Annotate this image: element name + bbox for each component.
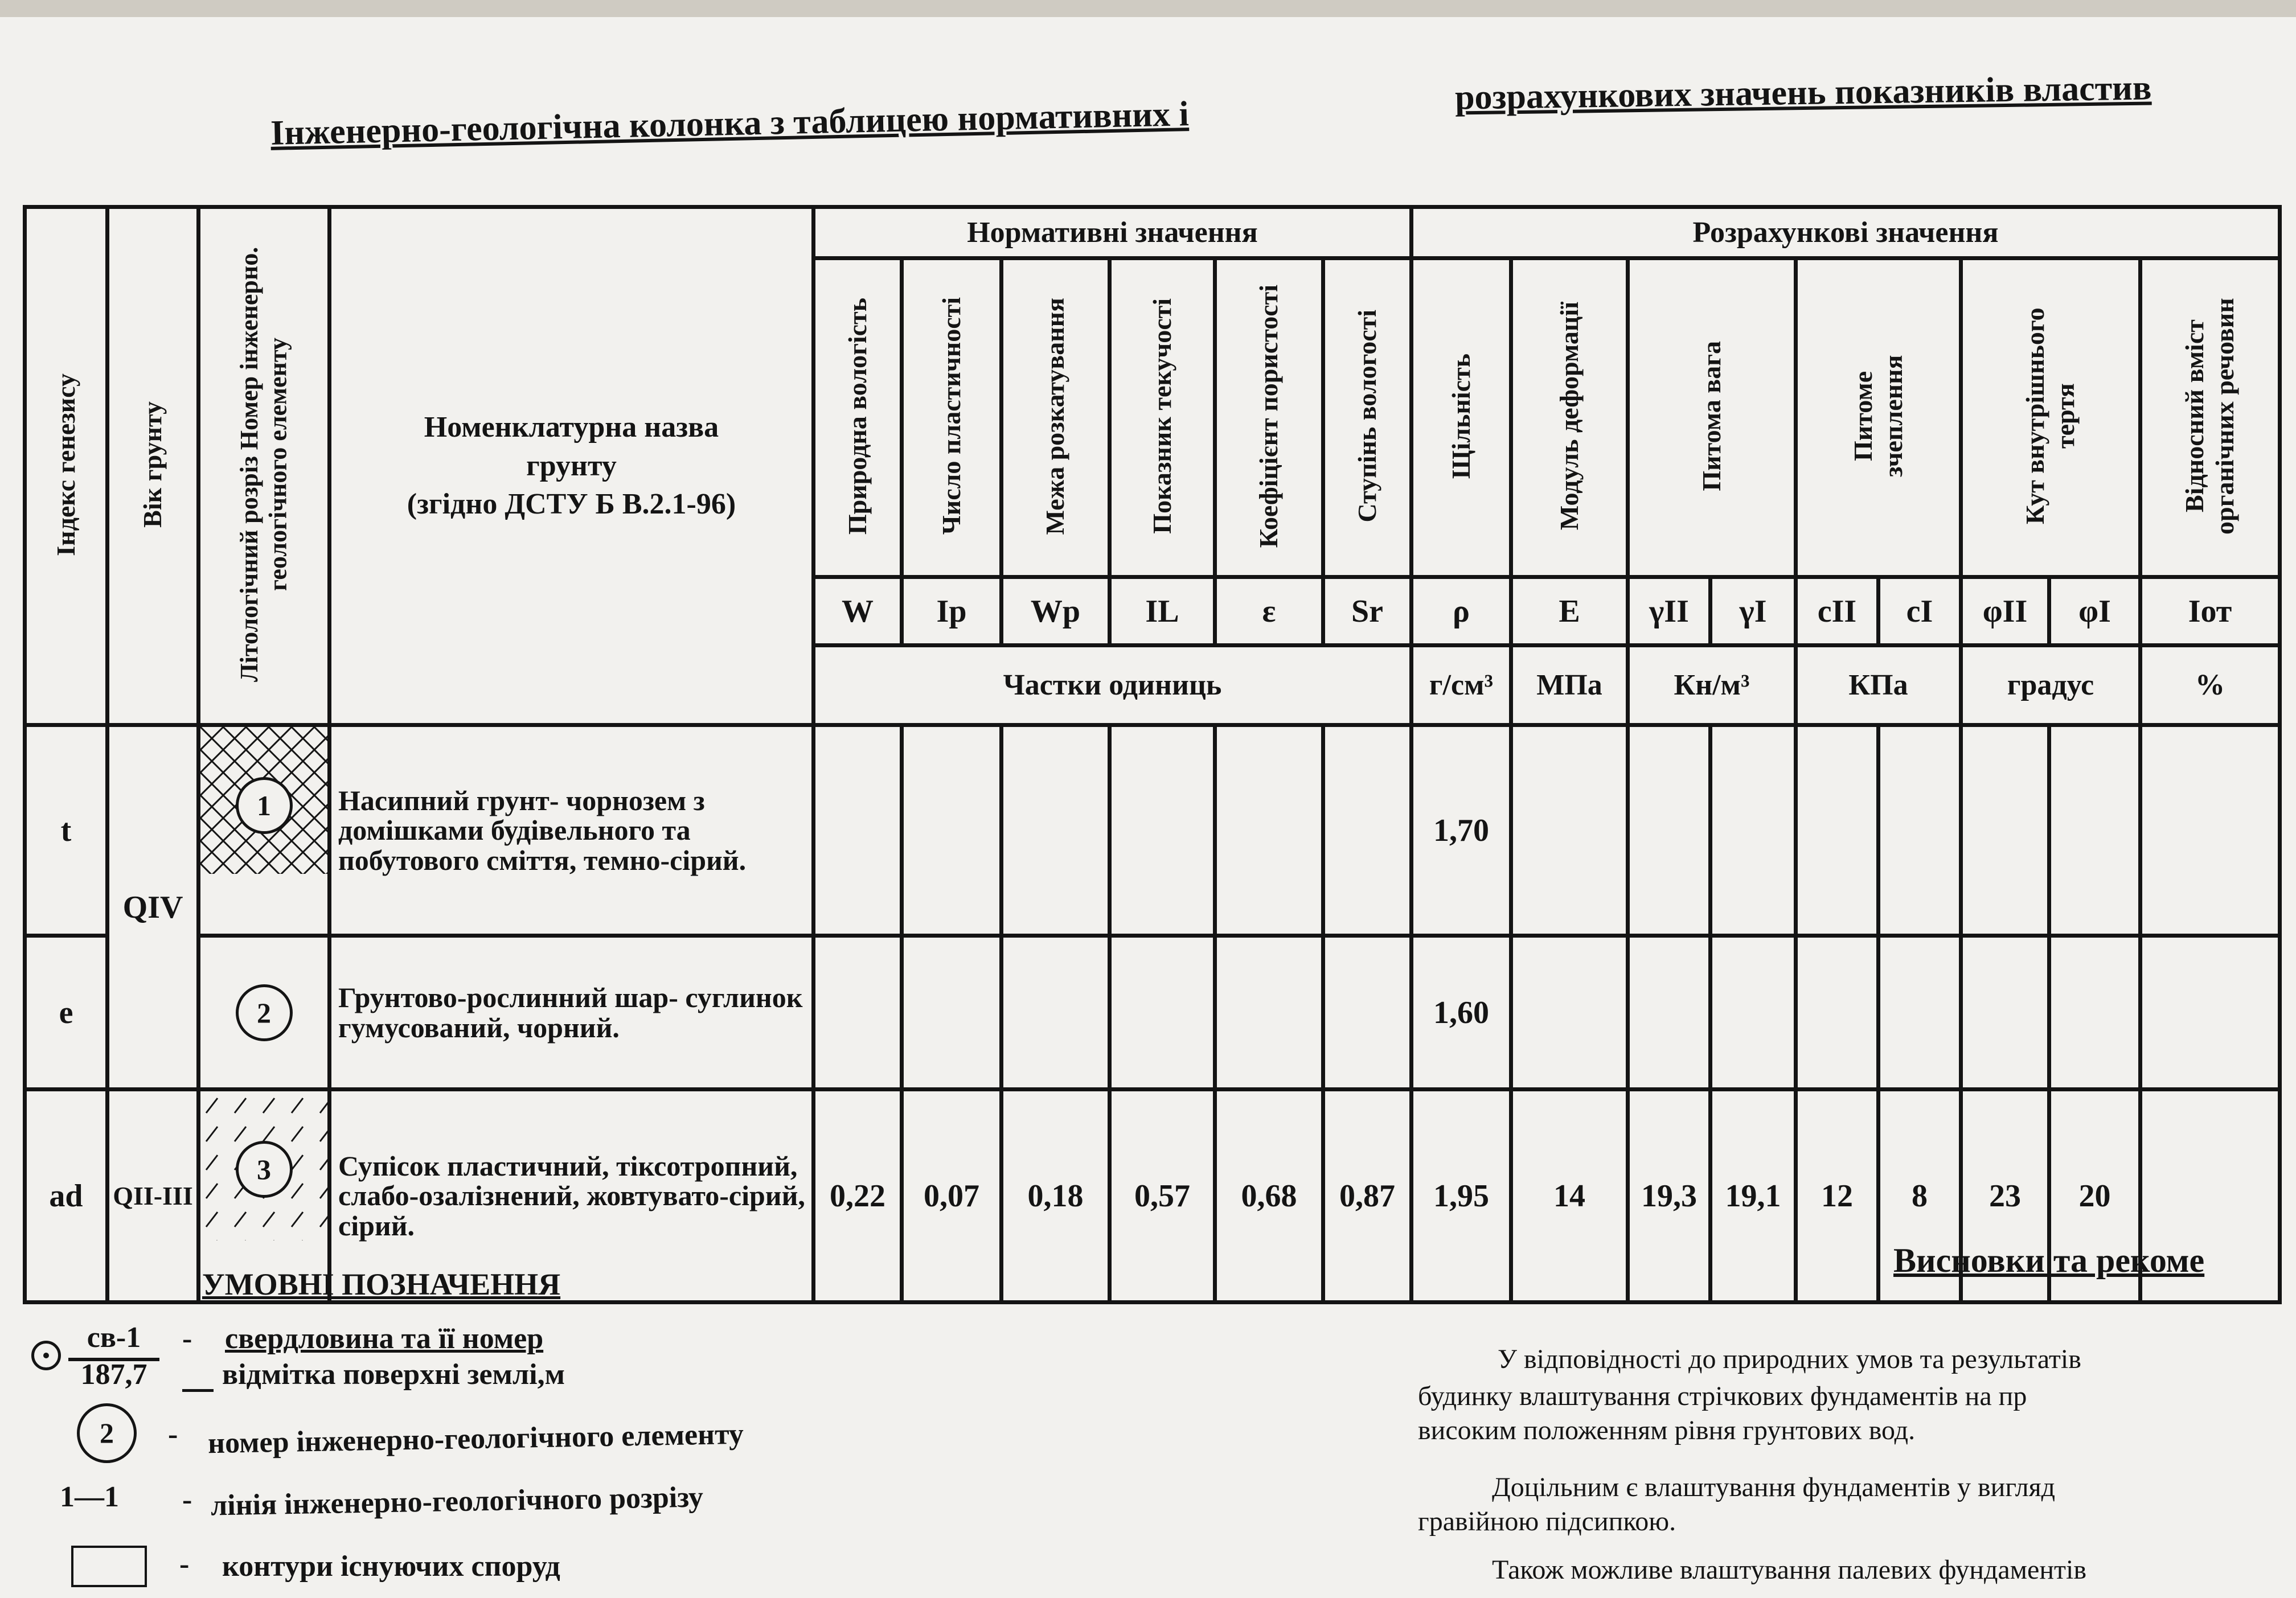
conclusions-line: У відповідності до природних умов та результатів [1498,1344,2081,1374]
legend-line-label: лінія інженерно-геологічного розрізу [210,1481,704,1522]
row3-value: 0,22 [814,1090,902,1303]
title-right: розрахункових значень показників властив [1454,68,2152,117]
row3-value: 8 [1879,1090,1961,1303]
row3-value: 20 [2049,1090,2141,1303]
unit-percent: % [2141,646,2280,725]
legend-ige-label: номер інженерно-геологічного елементу [207,1418,744,1460]
conclusions-title: Висновки та рекоме [1893,1242,2205,1279]
row3-value: 19,3 [1628,1090,1711,1303]
row3-value: 0,87 [1323,1090,1412,1303]
conclusions-line: високим положенням рівня грунтових вод. [1418,1415,1916,1445]
group-calculated: Розрахункові значення [1412,207,2280,258]
age-qiv: QIV [108,725,199,1090]
row3-value: 0,68 [1215,1090,1323,1303]
well-icon [31,1341,61,1370]
symbol-wp: Wp [1002,577,1110,646]
unit-fraction: Частки одиниць [814,646,1412,725]
row3-value: 23 [1961,1090,2049,1303]
row1-litho [199,725,330,936]
ige-circle-3: 3 [236,1141,293,1198]
symbol-iot: Iот [2141,577,2280,646]
header-litho: Літологічний розріз Номер інженерно. геологічного елементу [199,207,330,725]
symbol-rho: ρ [1412,577,1511,646]
table-row [25,936,2280,1090]
header-cohesion: Питоме зчеплення [1796,258,1961,577]
symbol-e: E [1511,577,1628,646]
header-friction: Кут внутрішнього тертя [1961,258,2141,577]
legend-elev-line [182,1389,214,1392]
row3-value: 12 [1796,1090,1879,1303]
header-modulus: Модуль деформації [1511,258,1628,577]
row3-genesis: ad [25,1090,108,1303]
row3-value: 14 [1511,1090,1628,1303]
ige-circle-2: 2 [236,984,293,1041]
legend-well-label: свердловина та її номер [225,1322,544,1355]
row2-genesis: e [25,936,108,1090]
conclusions-line: гравійною підсипкою. [1418,1506,1676,1537]
conclusions-line: будинку влаштування стрічкових фундаментів на пр [1418,1381,2027,1411]
row2-litho [199,936,330,1090]
header-age: Вік грунту [108,207,199,725]
unit-cohesion: КПа [1796,646,1961,725]
unit-weight: Кн/м³ [1628,646,1796,725]
symbol-phi-ii: φII [1961,577,2049,646]
legend-elev-label: відмітка поверхні землі,м [222,1358,565,1391]
header-porosity: Коефіцієнт пористості [1215,258,1323,577]
header-unit-weight: Питома вага [1628,258,1796,577]
symbol-c-i: cI [1879,577,1961,646]
group-normative: Нормативні значення [814,207,1412,258]
symbol-ip: Ip [902,577,1002,646]
row3-description: Супісок пластичний, тіксотропний, слабо-озалізнений, жовтувато-сірий, сірий. [330,1090,814,1303]
row3-value: 19,1 [1711,1090,1796,1303]
legend-dash: - [179,1548,190,1580]
row3-value: 0,18 [1002,1090,1110,1303]
legend-line-symbol: 1—1 [60,1481,119,1513]
legend-title: УМОВНІ ПОЗНАЧЕННЯ [202,1267,561,1301]
header-saturation: Ступінь вологості [1323,258,1412,577]
ige-circle-1: 1 [236,777,293,834]
row3-value: 0,07 [902,1090,1002,1303]
row3-age: QII-III [108,1090,199,1303]
header-plasticity: Число пластичності [902,258,1002,577]
header-density: Щільність [1412,258,1511,577]
symbol-w: W [814,577,902,646]
title-left: Інженерно-геологічна колонка з таблицею нормативних і [270,95,1190,153]
symbol-sr: Sr [1323,577,1412,646]
legend-contour-box [71,1546,147,1587]
header-organic: Відносний вміст органічних речовин [2141,258,2280,577]
unit-density: г/см³ [1412,646,1511,725]
geology-table [23,205,2282,1304]
table-row [25,725,2280,936]
symbol-c-ii: cII [1796,577,1879,646]
row3-value: 1,95 [1412,1090,1511,1303]
row1-description: Насипний грунт- чорнозем з домішками будівельного та побутового сміття, темно-сірий. [330,725,814,936]
legend-dash: - [182,1322,192,1355]
header-moisture: Природна вологість [814,258,902,577]
symbol-phi-i: φI [2049,577,2141,646]
row2-description: Грунтово-рослинний шар- суглинок гумусований, чорний. [330,936,814,1090]
header-rolling: Межа розкатування [1002,258,1110,577]
header-name: Номенклатурна назва грунту (згідно ДСТУ Б В.2.1-96) [330,207,814,725]
unit-modulus: МПа [1511,646,1628,725]
legend-well-number: св-1 [87,1321,141,1354]
row3-value: 0,57 [1110,1090,1215,1303]
legend-well-elevation: 187,7 [80,1358,147,1391]
symbol-epsilon: ε [1215,577,1323,646]
conclusions-line: Доцільним є влаштування фундаментів у вигляд [1492,1472,2056,1502]
header-genesis: Індекс генезису [25,207,108,725]
legend-dash: - [168,1418,178,1451]
row2-density: 1,60 [1412,936,1511,1090]
header-fluidity: Показник текучості [1110,258,1215,577]
symbol-il: IL [1110,577,1215,646]
unit-angle: градус [1961,646,2141,725]
row1-density: 1,70 [1412,725,1511,936]
symbol-gamma-i: γI [1711,577,1796,646]
row1-genesis: t [25,725,108,936]
symbol-gamma-ii: γII [1628,577,1711,646]
conclusions-line: Також можливе влаштування палевих фундаментів [1492,1555,2087,1585]
legend-ige-circle: 2 [77,1403,137,1463]
legend-contour-label: контури існуючих споруд [222,1550,560,1583]
legend-dash: - [182,1484,192,1516]
